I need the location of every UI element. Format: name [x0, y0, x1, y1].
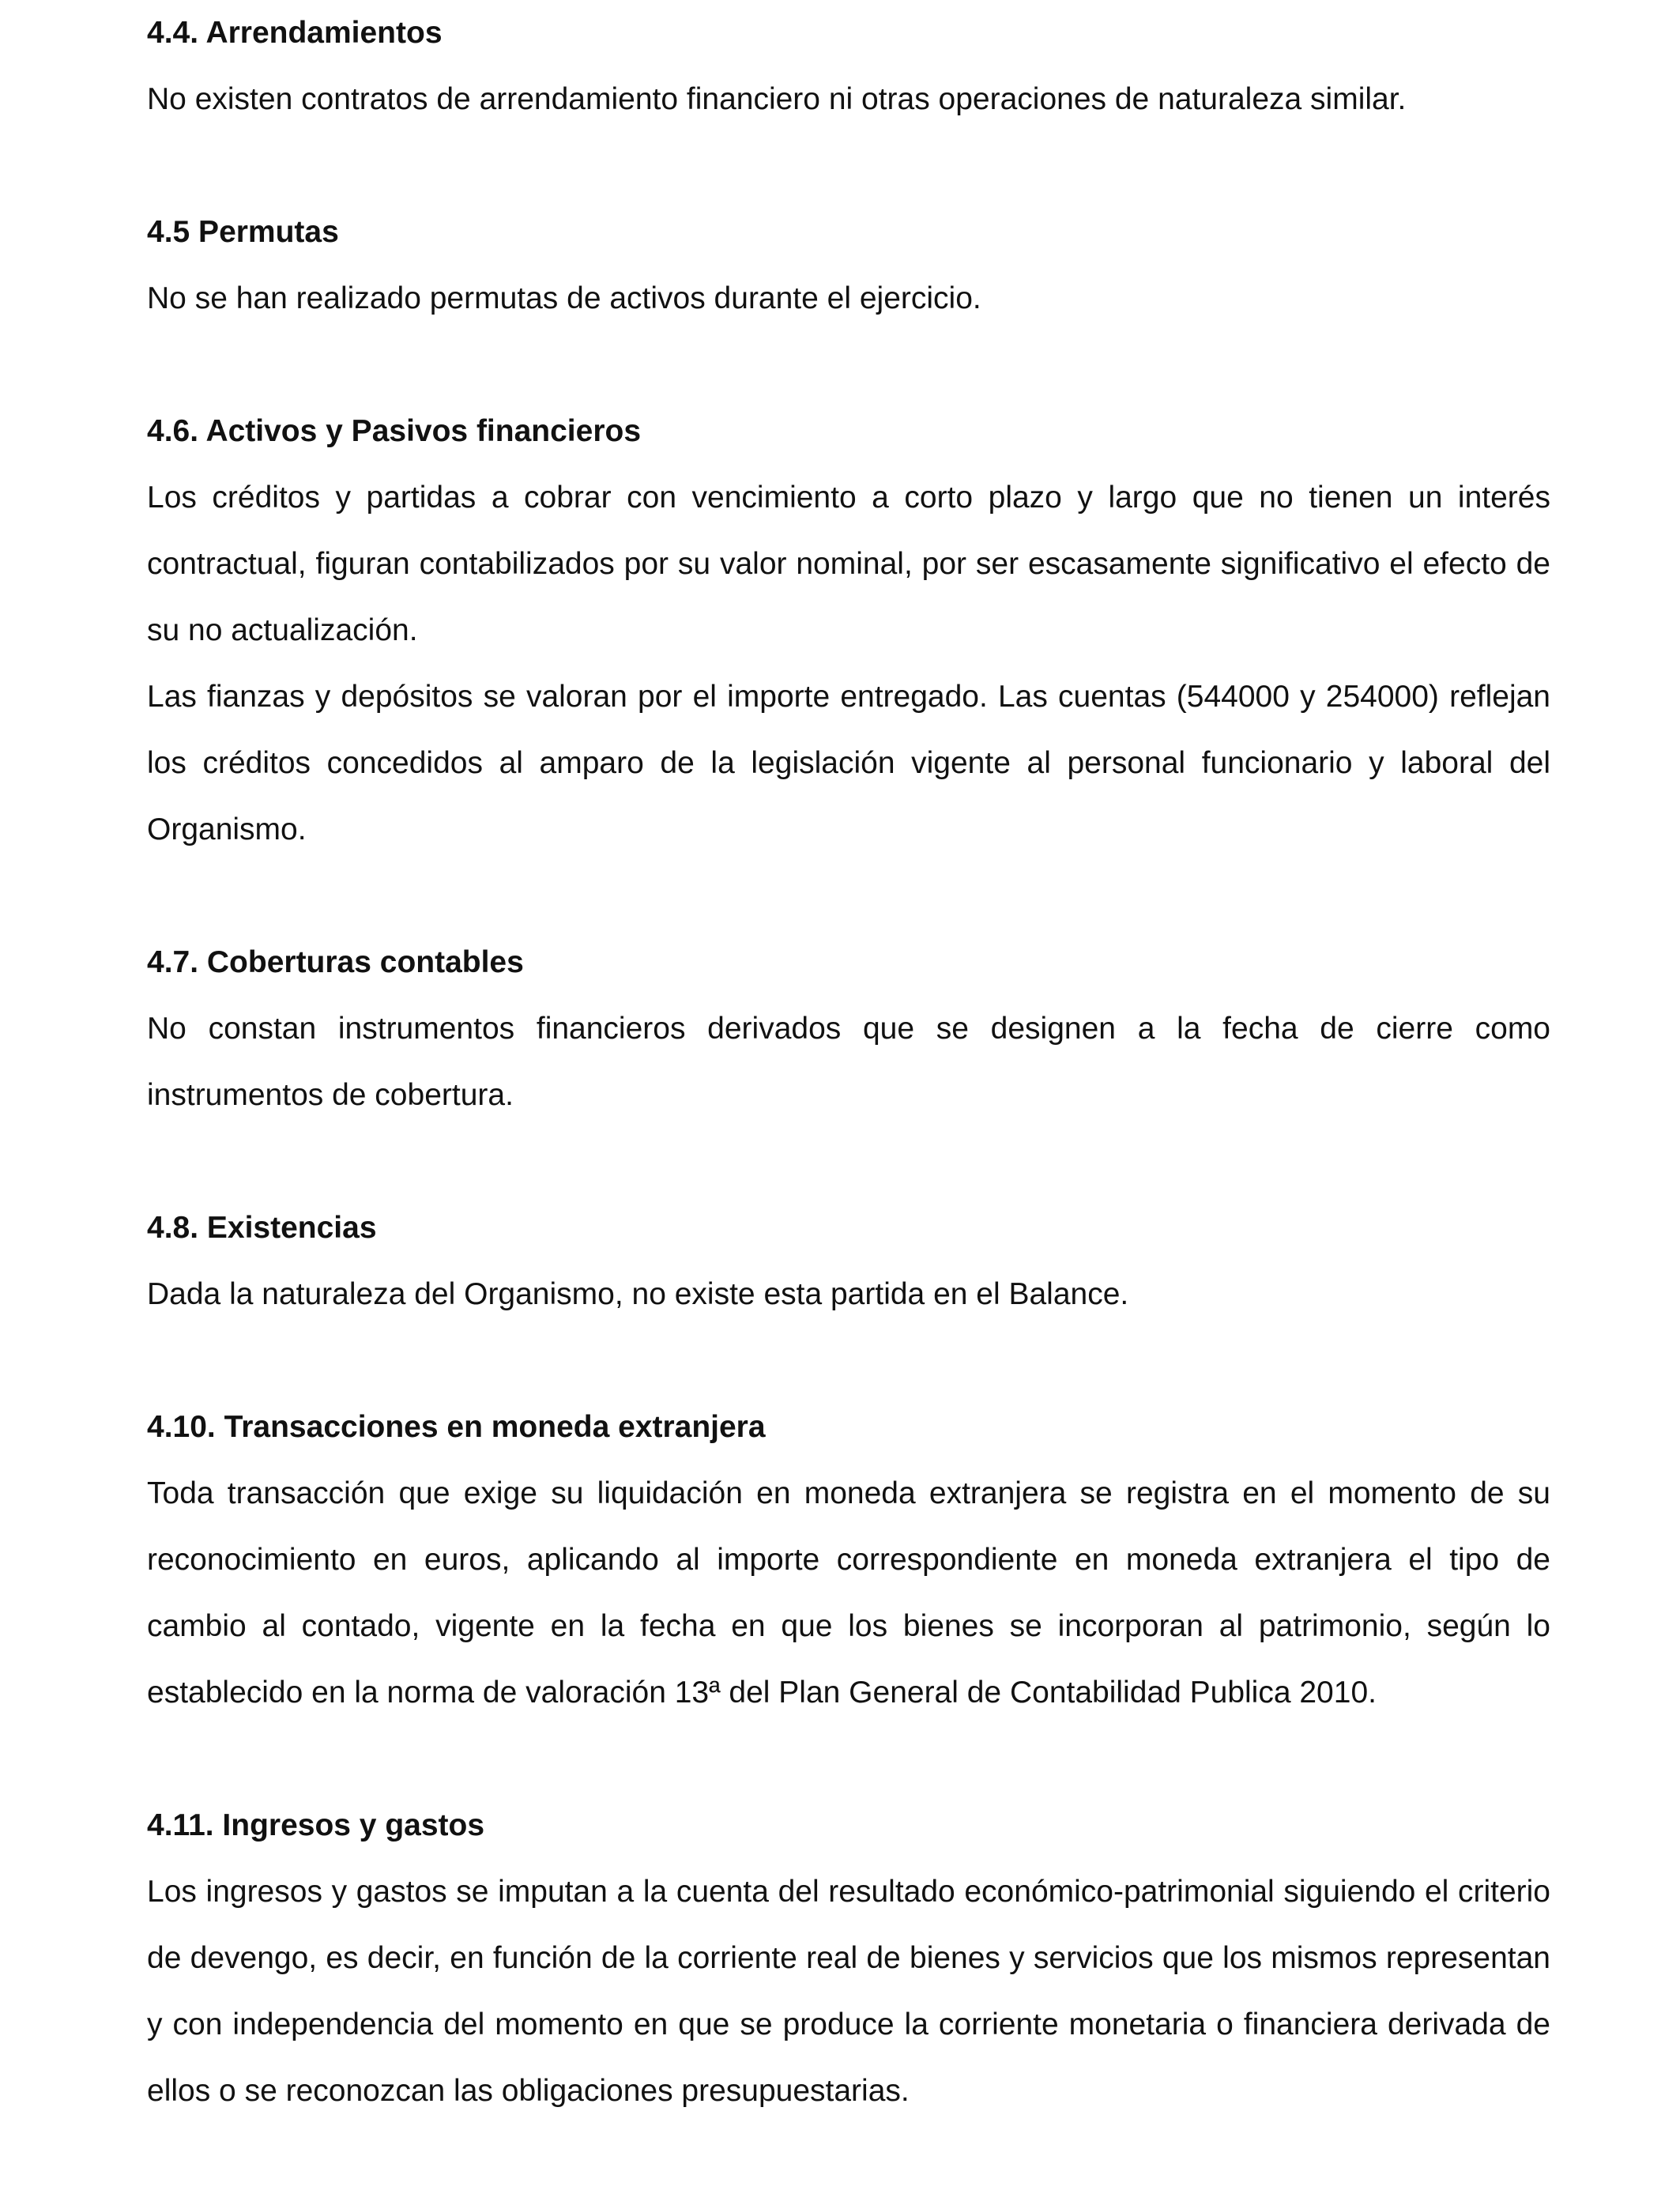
- section-spacer: [147, 1726, 1550, 1793]
- section-paragraph: No constan instrumentos financieros derivados que se designen a la fecha de cierre como instrumentos de cobertura.: [147, 1012, 1550, 1112]
- section-heading: 4.11. Ingresos y gastos: [147, 1808, 485, 1842]
- section-permutas: [147, 199, 1550, 332]
- section-spacer: [147, 863, 1550, 929]
- section-spacer: [147, 1328, 1550, 1394]
- section-ingresos-gastos: [147, 1793, 1550, 2124]
- section-paragraph: Dada la naturaleza del Organismo, no existe esta partida en el Balance.: [147, 1277, 1129, 1311]
- section-paragraph: No existen contratos de arrendamiento financiero ni otras operaciones de naturaleza similar.: [147, 82, 1407, 116]
- section-moneda-extranjera: [147, 1394, 1550, 1726]
- section-paragraph: Las fianzas y depósitos se valoran por el importe entregado. Las cuentas (544000 y 254000) reflejan los créditos concedidos al amparo de la legislación vigente al personal funcionario y laboral del Organismo.: [147, 680, 1550, 846]
- document-page: [147, 0, 1550, 2124]
- section-arrendamientos: [147, 0, 1550, 133]
- section-existencias: [147, 1195, 1550, 1328]
- section-heading: 4.6. Activos y Pasivos financieros: [147, 414, 642, 448]
- section-activos-pasivos: [147, 398, 1550, 863]
- section-heading: 4.5 Permutas: [147, 215, 339, 249]
- section-heading: 4.8. Existencias: [147, 1211, 377, 1245]
- section-coberturas: [147, 929, 1550, 1129]
- section-heading: 4.10. Transacciones en moneda extranjera: [147, 1410, 766, 1444]
- section-spacer: [147, 1129, 1550, 1195]
- section-paragraph: Los créditos y partidas a cobrar con vencimiento a corto plazo y largo que no tienen un interés contractual, figuran contabilizados por su valor nominal, por ser escasamente significativo el efecto de su no actualización.: [147, 481, 1550, 647]
- section-heading: 4.7. Coberturas contables: [147, 945, 524, 979]
- section-heading: 4.4. Arrendamientos: [147, 16, 443, 50]
- section-paragraph: Toda transacción que exige su liquidación en moneda extranjera se registra en el momento de su reconocimiento en euros, aplicando al importe correspondiente en moneda extranjera el tipo de cambio al contado, vigente en la fecha en que los bienes se incorporan al patrimonio, según lo establecido en la norma de valoración 13ª del Plan General de Contabilidad Publica 2010.: [147, 1476, 1550, 1710]
- section-spacer: [147, 133, 1550, 199]
- section-paragraph: No se han realizado permutas de activos durante el ejercicio.: [147, 281, 981, 315]
- section-spacer: [147, 332, 1550, 398]
- section-paragraph: Los ingresos y gastos se imputan a la cuenta del resultado económico-patrimonial siguiendo el criterio de devengo, es decir, en función de la corriente real de bienes y servicios que los mismos representan y con independencia del momento en que se produce la corriente monetaria o financiera derivada de ellos o se reconozcan las obligaciones presupuestarias.: [147, 1875, 1550, 2108]
